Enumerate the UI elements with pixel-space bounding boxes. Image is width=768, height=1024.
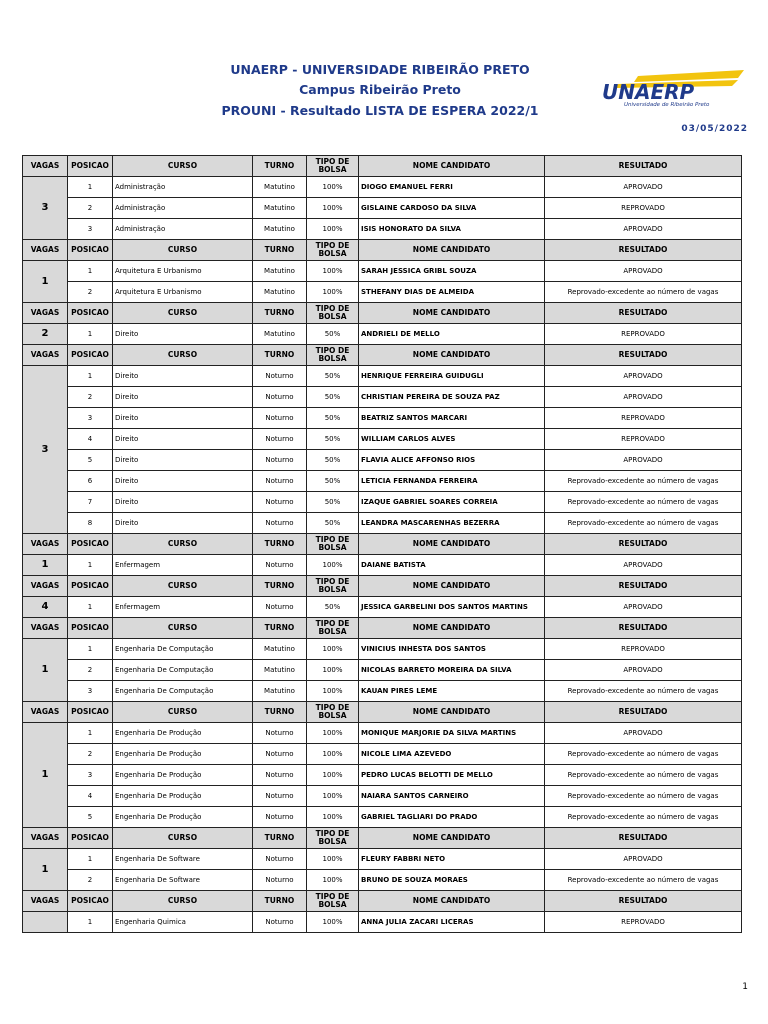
university-title: UNAERP - UNIVERSIDADE RIBEIRÃO PRETO [230, 62, 530, 77]
turno-cell: Noturno [253, 408, 307, 429]
col-header-posicao: POSICAO [68, 240, 113, 261]
col-header-turno: TURNO [253, 534, 307, 555]
posicao-cell: 3 [68, 219, 113, 240]
nome-cell: FLEURY FABBRI NETO [359, 849, 545, 870]
col-header-posicao: POSICAO [68, 618, 113, 639]
nome-cell: NICOLE LIMA AZEVEDO [359, 744, 545, 765]
col-header-tipo-bolsa: TIPO DE BOLSA [307, 891, 359, 912]
turno-cell: Noturno [253, 912, 307, 933]
vagas-cell: 1 [23, 723, 68, 828]
curso-cell: Engenharia De Produção [113, 807, 253, 828]
nome-cell: JESSICA GARBELINI DOS SANTOS MARTINS [359, 597, 545, 618]
turno-cell: Noturno [253, 555, 307, 576]
col-header-tipo-bolsa: TIPO DE BOLSA [307, 828, 359, 849]
turno-cell: Noturno [253, 471, 307, 492]
resultado-cell: APROVADO [545, 555, 742, 576]
table-row [23, 198, 742, 219]
col-header-resultado: RESULTADO [545, 702, 742, 723]
resultado-cell: APROVADO [545, 849, 742, 870]
posicao-cell: 1 [68, 849, 113, 870]
curso-cell: Direito [113, 471, 253, 492]
resultado-cell: Reprovado-excedente ao número de vagas [545, 513, 742, 534]
bolsa-cell: 50% [307, 387, 359, 408]
nome-cell: PEDRO LUCAS BELOTTI DE MELLO [359, 765, 545, 786]
curso-cell: Administração [113, 219, 253, 240]
curso-cell: Engenharia De Produção [113, 786, 253, 807]
page-number: 1 [742, 982, 748, 992]
col-header-resultado: RESULTADO [545, 891, 742, 912]
nome-cell: FLAVIA ALICE AFFONSO RIOS [359, 450, 545, 471]
resultado-cell: Reprovado-excedente ao número de vagas [545, 807, 742, 828]
resultado-cell: REPROVADO [545, 198, 742, 219]
header-row [23, 534, 742, 555]
resultado-cell: APROVADO [545, 261, 742, 282]
resultado-cell: APROVADO [545, 366, 742, 387]
resultado-cell: REPROVADO [545, 912, 742, 933]
posicao-cell: 3 [68, 408, 113, 429]
nome-cell: ISIS HONORATO DA SILVA [359, 219, 545, 240]
bolsa-cell: 100% [307, 639, 359, 660]
resultado-cell: REPROVADO [545, 639, 742, 660]
curso-cell: Direito [113, 450, 253, 471]
turno-cell: Noturno [253, 870, 307, 891]
col-header-resultado: RESULTADO [545, 345, 742, 366]
bolsa-cell: 50% [307, 429, 359, 450]
turno-cell: Noturno [253, 744, 307, 765]
posicao-cell: 3 [68, 765, 113, 786]
posicao-cell: 6 [68, 471, 113, 492]
resultado-cell: APROVADO [545, 723, 742, 744]
turno-cell: Matutino [253, 282, 307, 303]
turno-cell: Noturno [253, 765, 307, 786]
resultado-cell: REPROVADO [545, 429, 742, 450]
turno-cell: Noturno [253, 786, 307, 807]
curso-cell: Engenharia De Produção [113, 723, 253, 744]
col-header-vagas: VAGAS [23, 618, 68, 639]
bolsa-cell: 50% [307, 597, 359, 618]
col-header-curso: CURSO [113, 828, 253, 849]
bolsa-cell: 100% [307, 198, 359, 219]
col-header-nome: NOME CANDIDATO [359, 702, 545, 723]
nome-cell: WILLIAM CARLOS ALVES [359, 429, 545, 450]
table-row [23, 870, 742, 891]
col-header-posicao: POSICAO [68, 702, 113, 723]
col-header-tipo-bolsa: TIPO DE BOLSA [307, 156, 359, 177]
bolsa-cell: 50% [307, 450, 359, 471]
turno-cell: Matutino [253, 324, 307, 345]
col-header-nome: NOME CANDIDATO [359, 828, 545, 849]
curso-cell: Direito [113, 387, 253, 408]
bolsa-cell: 50% [307, 366, 359, 387]
resultado-cell: APROVADO [545, 219, 742, 240]
resultado-cell: APROVADO [545, 177, 742, 198]
nome-cell: HENRIQUE FERREIRA GUIDUGLI [359, 366, 545, 387]
bolsa-cell: 100% [307, 849, 359, 870]
col-header-vagas: VAGAS [23, 828, 68, 849]
col-header-tipo-bolsa: TIPO DE BOLSA [307, 618, 359, 639]
col-header-nome: NOME CANDIDATO [359, 891, 545, 912]
nome-cell: NICOLAS BARRETO MOREIRA DA SILVA [359, 660, 545, 681]
curso-cell: Engenharia Quimica [113, 912, 253, 933]
table-row [23, 555, 742, 576]
col-header-tipo-bolsa: TIPO DE BOLSA [307, 702, 359, 723]
col-header-turno: TURNO [253, 702, 307, 723]
vagas-cell: 3 [23, 177, 68, 240]
col-header-vagas: VAGAS [23, 891, 68, 912]
posicao-cell: 1 [68, 555, 113, 576]
turno-cell: Matutino [253, 261, 307, 282]
table-row [23, 786, 742, 807]
svg-text:Universidade de Ribeirão Preto: Universidade de Ribeirão Preto [624, 102, 710, 108]
resultado-cell: APROVADO [545, 597, 742, 618]
curso-cell: Administração [113, 198, 253, 219]
turno-cell: Matutino [253, 219, 307, 240]
posicao-cell: 4 [68, 429, 113, 450]
curso-cell: Engenharia De Produção [113, 765, 253, 786]
turno-cell: Noturno [253, 492, 307, 513]
col-header-posicao: POSICAO [68, 156, 113, 177]
col-header-nome: NOME CANDIDATO [359, 156, 545, 177]
turno-cell: Noturno [253, 597, 307, 618]
col-header-resultado: RESULTADO [545, 576, 742, 597]
posicao-cell: 5 [68, 807, 113, 828]
curso-cell: Engenharia De Computação [113, 639, 253, 660]
table-row [23, 807, 742, 828]
table-row [23, 261, 742, 282]
bolsa-cell: 100% [307, 786, 359, 807]
curso-cell: Engenharia De Produção [113, 744, 253, 765]
nome-cell: BEATRIZ SANTOS MARCARI [359, 408, 545, 429]
col-header-resultado: RESULTADO [545, 240, 742, 261]
posicao-cell: 8 [68, 513, 113, 534]
bolsa-cell: 100% [307, 555, 359, 576]
table-row [23, 912, 742, 933]
col-header-nome: NOME CANDIDATO [359, 345, 545, 366]
col-header-curso: CURSO [113, 534, 253, 555]
col-header-vagas: VAGAS [23, 534, 68, 555]
document-date: 03/05/2022 [681, 124, 748, 134]
header-row [23, 156, 742, 177]
table-row [23, 597, 742, 618]
col-header-curso: CURSO [113, 891, 253, 912]
col-header-turno: TURNO [253, 345, 307, 366]
table-row [23, 324, 742, 345]
table-row [23, 849, 742, 870]
posicao-cell: 1 [68, 261, 113, 282]
curso-cell: Arquitetura E Urbanismo [113, 282, 253, 303]
curso-cell: Arquitetura E Urbanismo [113, 261, 253, 282]
posicao-cell: 1 [68, 639, 113, 660]
resultado-cell: Reprovado-excedente ao número de vagas [545, 744, 742, 765]
col-header-turno: TURNO [253, 891, 307, 912]
vagas-cell: 4 [23, 597, 68, 618]
col-header-tipo-bolsa: TIPO DE BOLSA [307, 303, 359, 324]
vagas-cell: 1 [23, 555, 68, 576]
bolsa-cell: 100% [307, 744, 359, 765]
col-header-posicao: POSICAO [68, 828, 113, 849]
header-row [23, 240, 742, 261]
nome-cell: VINICIUS INHESTA DOS SANTOS [359, 639, 545, 660]
col-header-curso: CURSO [113, 303, 253, 324]
bolsa-cell: 100% [307, 261, 359, 282]
header-row [23, 303, 742, 324]
vagas-cell: 1 [23, 261, 68, 303]
col-header-curso: CURSO [113, 618, 253, 639]
turno-cell: Noturno [253, 723, 307, 744]
table-row [23, 765, 742, 786]
col-header-posicao: POSICAO [68, 345, 113, 366]
col-header-nome: NOME CANDIDATO [359, 303, 545, 324]
resultado-cell: APROVADO [545, 450, 742, 471]
vagas-cell: 3 [23, 366, 68, 534]
col-header-tipo-bolsa: TIPO DE BOLSA [307, 240, 359, 261]
col-header-curso: CURSO [113, 702, 253, 723]
bolsa-cell: 100% [307, 765, 359, 786]
nome-cell: GISLAINE CARDOSO DA SILVA [359, 198, 545, 219]
col-header-vagas: VAGAS [23, 576, 68, 597]
nome-cell: LETICIA FERNANDA FERREIRA [359, 471, 545, 492]
col-header-posicao: POSICAO [68, 303, 113, 324]
turno-cell: Noturno [253, 849, 307, 870]
table-row [23, 471, 742, 492]
col-header-resultado: RESULTADO [545, 156, 742, 177]
resultado-cell: Reprovado-excedente ao número de vagas [545, 765, 742, 786]
turno-cell: Matutino [253, 660, 307, 681]
curso-cell: Direito [113, 408, 253, 429]
col-header-turno: TURNO [253, 303, 307, 324]
results-table [22, 155, 742, 933]
col-header-curso: CURSO [113, 345, 253, 366]
col-header-nome: NOME CANDIDATO [359, 618, 545, 639]
turno-cell: Noturno [253, 513, 307, 534]
nome-cell: ANDRIELI DE MELLO [359, 324, 545, 345]
curso-cell: Engenharia De Software [113, 870, 253, 891]
bolsa-cell: 100% [307, 282, 359, 303]
bolsa-cell: 100% [307, 870, 359, 891]
col-header-turno: TURNO [253, 618, 307, 639]
posicao-cell: 5 [68, 450, 113, 471]
bolsa-cell: 100% [307, 723, 359, 744]
turno-cell: Matutino [253, 681, 307, 702]
curso-cell: Direito [113, 429, 253, 450]
col-header-nome: NOME CANDIDATO [359, 576, 545, 597]
curso-cell: Engenharia De Software [113, 849, 253, 870]
curso-cell: Enfermagem [113, 555, 253, 576]
turno-cell: Noturno [253, 429, 307, 450]
nome-cell: SARAH JESSICA GRIBL SOUZA [359, 261, 545, 282]
bolsa-cell: 100% [307, 912, 359, 933]
table-row [23, 639, 742, 660]
turno-cell: Matutino [253, 198, 307, 219]
col-header-resultado: RESULTADO [545, 534, 742, 555]
turno-cell: Matutino [253, 177, 307, 198]
header-row [23, 618, 742, 639]
col-header-turno: TURNO [253, 240, 307, 261]
vagas-cell: 1 [23, 849, 68, 891]
table-row [23, 450, 742, 471]
posicao-cell: 4 [68, 786, 113, 807]
header-row [23, 576, 742, 597]
turno-cell: Matutino [253, 639, 307, 660]
turno-cell: Noturno [253, 807, 307, 828]
table-row [23, 177, 742, 198]
table-row [23, 387, 742, 408]
bolsa-cell: 50% [307, 471, 359, 492]
nome-cell: MONIQUE MARJORIE DA SILVA MARTINS [359, 723, 545, 744]
nome-cell: DIOGO EMANUEL FERRI [359, 177, 545, 198]
posicao-cell: 1 [68, 177, 113, 198]
turno-cell: Noturno [253, 387, 307, 408]
col-header-vagas: VAGAS [23, 156, 68, 177]
table-row [23, 366, 742, 387]
table-row [23, 219, 742, 240]
vagas-cell [23, 912, 68, 933]
table-row [23, 513, 742, 534]
table-row [23, 429, 742, 450]
header-row [23, 891, 742, 912]
header-row [23, 345, 742, 366]
col-header-tipo-bolsa: TIPO DE BOLSA [307, 345, 359, 366]
table-row [23, 408, 742, 429]
col-header-curso: CURSO [113, 156, 253, 177]
resultado-cell: REPROVADO [545, 324, 742, 345]
col-header-vagas: VAGAS [23, 345, 68, 366]
nome-cell: DAIANE BATISTA [359, 555, 545, 576]
nome-cell: IZAQUE GABRIEL SOARES CORREIA [359, 492, 545, 513]
vagas-cell: 1 [23, 639, 68, 702]
bolsa-cell: 50% [307, 408, 359, 429]
posicao-cell: 2 [68, 870, 113, 891]
resultado-cell: Reprovado-excedente ao número de vagas [545, 870, 742, 891]
nome-cell: NAIARA SANTOS CARNEIRO [359, 786, 545, 807]
resultado-cell: Reprovado-excedente ao número de vagas [545, 471, 742, 492]
turno-cell: Noturno [253, 450, 307, 471]
bolsa-cell: 50% [307, 513, 359, 534]
curso-cell: Engenharia De Computação [113, 660, 253, 681]
col-header-turno: TURNO [253, 828, 307, 849]
bolsa-cell: 100% [307, 660, 359, 681]
bolsa-cell: 50% [307, 324, 359, 345]
curso-cell: Direito [113, 324, 253, 345]
curso-cell: Engenharia De Computação [113, 681, 253, 702]
svg-text:UNAERP: UNAERP [602, 80, 695, 104]
table-row [23, 660, 742, 681]
bolsa-cell: 50% [307, 492, 359, 513]
posicao-cell: 2 [68, 660, 113, 681]
col-header-resultado: RESULTADO [545, 618, 742, 639]
posicao-cell: 1 [68, 597, 113, 618]
resultado-cell: Reprovado-excedente ao número de vagas [545, 492, 742, 513]
posicao-cell: 1 [68, 723, 113, 744]
document-title: PROUNI - Resultado LISTA DE ESPERA 2022/1 [221, 103, 539, 118]
posicao-cell: 1 [68, 324, 113, 345]
table-row [23, 744, 742, 765]
posicao-cell: 2 [68, 744, 113, 765]
bolsa-cell: 100% [307, 807, 359, 828]
nome-cell: STHEFANY DIAS DE ALMEIDA [359, 282, 545, 303]
resultado-cell: REPROVADO [545, 408, 742, 429]
posicao-cell: 1 [68, 366, 113, 387]
col-header-posicao: POSICAO [68, 534, 113, 555]
col-header-turno: TURNO [253, 156, 307, 177]
header-row [23, 702, 742, 723]
posicao-cell: 1 [68, 912, 113, 933]
table-row [23, 282, 742, 303]
nome-cell: CHRISTIAN PEREIRA DE SOUZA PAZ [359, 387, 545, 408]
vagas-cell: 2 [23, 324, 68, 345]
posicao-cell: 2 [68, 387, 113, 408]
posicao-cell: 2 [68, 282, 113, 303]
col-header-resultado: RESULTADO [545, 828, 742, 849]
nome-cell: LEANDRA MASCARENHAS BEZERRA [359, 513, 545, 534]
col-header-posicao: POSICAO [68, 576, 113, 597]
col-header-vagas: VAGAS [23, 303, 68, 324]
table-row [23, 723, 742, 744]
unaerp-logo [598, 66, 744, 108]
col-header-turno: TURNO [253, 576, 307, 597]
resultado-cell: APROVADO [545, 387, 742, 408]
turno-cell: Noturno [253, 366, 307, 387]
curso-cell: Direito [113, 492, 253, 513]
nome-cell: ANNA JULIA ZACARI LICERAS [359, 912, 545, 933]
bolsa-cell: 100% [307, 219, 359, 240]
col-header-curso: CURSO [113, 576, 253, 597]
table-row [23, 681, 742, 702]
resultado-cell: Reprovado-excedente ao número de vagas [545, 282, 742, 303]
curso-cell: Administração [113, 177, 253, 198]
nome-cell: GABRIEL TAGLIARI DO PRADO [359, 807, 545, 828]
nome-cell: KAUAN PIRES LEME [359, 681, 545, 702]
col-header-vagas: VAGAS [23, 702, 68, 723]
resultado-cell: Reprovado-excedente ao número de vagas [545, 681, 742, 702]
resultado-cell: APROVADO [545, 660, 742, 681]
posicao-cell: 2 [68, 198, 113, 219]
col-header-nome: NOME CANDIDATO [359, 534, 545, 555]
nome-cell: BRUNO DE SOUZA MORAES [359, 870, 545, 891]
posicao-cell: 7 [68, 492, 113, 513]
posicao-cell: 3 [68, 681, 113, 702]
col-header-resultado: RESULTADO [545, 303, 742, 324]
bolsa-cell: 100% [307, 681, 359, 702]
col-header-nome: NOME CANDIDATO [359, 240, 545, 261]
col-header-curso: CURSO [113, 240, 253, 261]
resultado-cell: Reprovado-excedente ao número de vagas [545, 786, 742, 807]
col-header-tipo-bolsa: TIPO DE BOLSA [307, 576, 359, 597]
curso-cell: Direito [113, 513, 253, 534]
bolsa-cell: 100% [307, 177, 359, 198]
col-header-tipo-bolsa: TIPO DE BOLSA [307, 534, 359, 555]
curso-cell: Direito [113, 366, 253, 387]
header-row [23, 828, 742, 849]
col-header-posicao: POSICAO [68, 891, 113, 912]
col-header-vagas: VAGAS [23, 240, 68, 261]
curso-cell: Enfermagem [113, 597, 253, 618]
table-row [23, 492, 742, 513]
campus-title: Campus Ribeirão Preto [299, 82, 461, 97]
